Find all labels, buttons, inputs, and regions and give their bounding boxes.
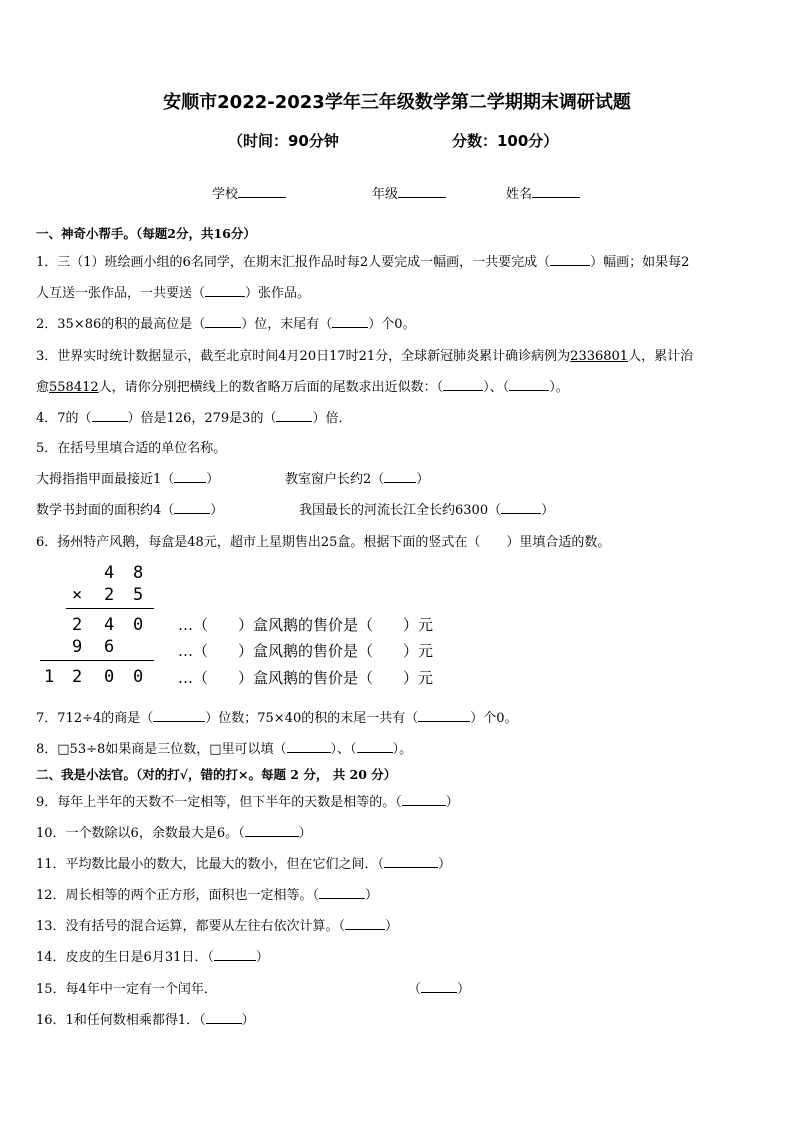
- question-16: [36, 1009, 255, 1028]
- q2-text-c: ）个0。: [368, 317, 416, 332]
- vertical-digit: 4: [104, 615, 115, 635]
- name-field: [506, 183, 580, 202]
- q9-close: ）: [445, 795, 459, 810]
- q12-blank[interactable]: [319, 885, 365, 899]
- multiply-sign: ×: [72, 585, 83, 605]
- q5-2-text: 教室窗户长约2（: [285, 472, 385, 487]
- q13-close: ）: [385, 919, 399, 934]
- q3-blank1[interactable]: [443, 377, 483, 391]
- vertical-digit: 1: [44, 667, 55, 687]
- q7-blank1[interactable]: [153, 708, 205, 722]
- q13-blank[interactable]: [345, 916, 385, 930]
- vertical-digit: 2: [104, 585, 115, 605]
- question-7: [36, 707, 518, 726]
- question-5-item1: [36, 468, 219, 487]
- q12-text: 12．周长相等的两个正方形，面积也一定相等。（: [36, 888, 320, 903]
- q5-4-text: 我国最长的河流长江全长约6300（: [299, 503, 502, 518]
- question-5-item2: [285, 468, 429, 487]
- q5-3-close: ）: [210, 503, 224, 518]
- school-field: [212, 183, 286, 202]
- q3-text-b: 人，累计治: [628, 349, 694, 364]
- q4-blank1[interactable]: [92, 408, 128, 422]
- q8-blank1[interactable]: [287, 739, 331, 753]
- q2-text-a: 2．35×86的积的最高位是（: [36, 317, 206, 332]
- q3-number-1: 2336801: [570, 349, 629, 364]
- question-6: 6．扬州特产风鹅，每盒是48元，超市上星期售出25盒。根据下面的竖式在（ ）里填合适的数。: [36, 535, 611, 550]
- q3-text-a: 3．世界实时统计数据显示，截至北京时间4月20日17时21分，全球新冠肺炎累计确诊病例为: [36, 349, 571, 364]
- q1-blank2[interactable]: [205, 283, 245, 297]
- question-3-line1: [36, 345, 693, 364]
- q5-3-text: 数学书封面的面积约4（: [36, 503, 175, 518]
- q9-blank[interactable]: [402, 792, 446, 806]
- q5-3-blank[interactable]: [174, 500, 210, 514]
- vertical-digit: 8: [133, 563, 144, 583]
- q3-text-d: 人，请你分别把横线上的数省略万后面的尾数求出近似数：（: [98, 380, 444, 395]
- q8-blank2[interactable]: [357, 739, 393, 753]
- question-13: [36, 915, 398, 934]
- question-1-line1: [36, 251, 689, 270]
- vertical-digit: 9: [72, 637, 83, 657]
- q5-2-blank[interactable]: [384, 469, 416, 483]
- q4-text-a: 4．7的（: [36, 411, 92, 426]
- vertical-digit: 2: [72, 615, 83, 635]
- question-3-line2: [36, 376, 569, 395]
- vertical-digit: 5: [133, 585, 144, 605]
- q2-blank1[interactable]: [205, 314, 241, 328]
- q14-text: 14．皮皮的生日是6月31日．（: [36, 950, 214, 965]
- question-5-item4: [299, 499, 554, 518]
- q1-text-b: ）幅画；如果每2: [590, 255, 690, 270]
- school-blank[interactable]: [238, 184, 286, 198]
- vertical-digit: 2: [72, 667, 83, 687]
- q9-text: 9．每年上半年的天数不一定相等，但下半年的天数是相等的。（: [36, 795, 402, 810]
- q7-text-b: ）位数；75×40的积的末尾一共有（: [205, 711, 419, 726]
- q11-text: 11．平均数比最小的数大，比最大的数小，但在它们之间．（: [36, 857, 385, 872]
- vertical-rule: [40, 660, 154, 661]
- vertical-digit: 6: [104, 637, 115, 657]
- vertical-rule: [66, 608, 154, 609]
- question-11: [36, 853, 451, 872]
- grade-field: [372, 183, 446, 202]
- vertical-note: …（ ）盒风鹅的售价是（ ）元: [178, 642, 434, 660]
- name-label: 姓名: [506, 187, 533, 202]
- q15-open: （: [408, 982, 422, 997]
- q16-text: 16．1和任何数相乘都得1．（: [36, 1013, 206, 1028]
- q3-text-f: ）。: [549, 380, 569, 395]
- q4-blank2[interactable]: [276, 408, 312, 422]
- q3-number-2: 558412: [49, 380, 99, 395]
- q15-close: ）: [457, 982, 471, 997]
- question-12: [36, 884, 378, 903]
- school-label: 学校: [212, 187, 239, 202]
- q4-text-b: ）倍是126，279是3的（: [127, 411, 277, 426]
- exam-time: （时间：90分钟: [228, 132, 339, 150]
- name-blank[interactable]: [532, 184, 580, 198]
- question-2: [36, 313, 416, 332]
- q4-text-c: ）倍．: [312, 411, 352, 426]
- question-5-item3: [36, 499, 223, 518]
- q2-text-b: ）位，末尾有（: [241, 317, 333, 332]
- q14-close: ）: [255, 950, 269, 965]
- q5-4-close: ）: [541, 503, 555, 518]
- q16-close: ）: [241, 1013, 255, 1028]
- q7-text-a: 7．712÷4的商是（: [36, 711, 154, 726]
- vertical-digit: 4: [104, 563, 115, 583]
- question-9: [36, 791, 459, 810]
- vertical-digit: 0: [104, 667, 115, 687]
- vertical-digit: 0: [133, 667, 144, 687]
- q16-blank[interactable]: [206, 1010, 242, 1024]
- q10-blank[interactable]: [245, 823, 299, 837]
- q5-1-blank[interactable]: [174, 469, 206, 483]
- q11-blank[interactable]: [384, 854, 438, 868]
- q7-blank2[interactable]: [418, 708, 470, 722]
- q5-1-close: ）: [206, 472, 220, 487]
- vertical-digit: 0: [133, 615, 144, 635]
- q13-text: 13．没有括号的混合运算，都要从左往右依次计算。（: [36, 919, 346, 934]
- q1-blank1[interactable]: [550, 252, 590, 266]
- q8-text-c: ）。: [392, 742, 413, 757]
- q7-text-c: ）个0。: [470, 711, 518, 726]
- q1-text-c: 人互送一张作品，一共要送（: [36, 286, 206, 301]
- grade-blank[interactable]: [398, 184, 446, 198]
- q3-blank2[interactable]: [509, 377, 549, 391]
- q12-close: ）: [365, 888, 379, 903]
- question-14: [36, 946, 269, 965]
- q1-text-a: 1．三（1）班绘画小组的6名同学，在期末汇报作品时每2人要完成一幅画，一共要完成（: [36, 255, 551, 270]
- q10-close: ）: [298, 826, 312, 841]
- question-10: [36, 822, 312, 841]
- grade-label: 年级: [372, 187, 399, 202]
- q5-1-text: 大拇指指甲面最接近1（: [36, 472, 175, 487]
- question-15-answer: [408, 978, 470, 997]
- question-1-line2: [36, 282, 310, 301]
- q11-close: ）: [438, 857, 452, 872]
- q15-blank[interactable]: [421, 979, 457, 993]
- question-8: [36, 738, 412, 757]
- q10-text: 10．一个数除以6，余数最大是6。（: [36, 826, 245, 841]
- q8-text-b: ）、（: [330, 742, 357, 757]
- vertical-note: …（ ）盒风鹅的售价是（ ）元: [178, 669, 434, 687]
- question-5: 5．在括号里填合适的单位名称。: [36, 441, 227, 456]
- question-15: 15．每4年中一定有一个闰年．: [36, 982, 217, 997]
- q5-4-blank[interactable]: [501, 500, 541, 514]
- q5-2-close: ）: [416, 472, 430, 487]
- section1-heading: 一、神奇小帮手。（每题2分，共16分）: [36, 226, 256, 241]
- section2-heading: 二、我是小法官。（对的打√，错的打×。每题 2 分， 共 20 分）: [36, 767, 397, 782]
- exam-score: 分数：100分）: [452, 132, 559, 150]
- exam-title: 安顺市2022-2023学年三年级数学第二学期期末调研试题: [163, 92, 631, 113]
- q2-blank2[interactable]: [332, 314, 368, 328]
- q1-text-d: ）张作品。: [245, 286, 311, 301]
- vertical-note: …（ ）盒风鹅的售价是（ ）元: [178, 616, 434, 634]
- question-4: [36, 407, 351, 426]
- q8-text-a: 8．□53÷8如果商是三位数，□里可以填（: [36, 742, 287, 757]
- q14-blank[interactable]: [214, 947, 256, 961]
- q3-text-c: 愈: [36, 380, 50, 395]
- q3-text-e: ）、（: [483, 380, 510, 395]
